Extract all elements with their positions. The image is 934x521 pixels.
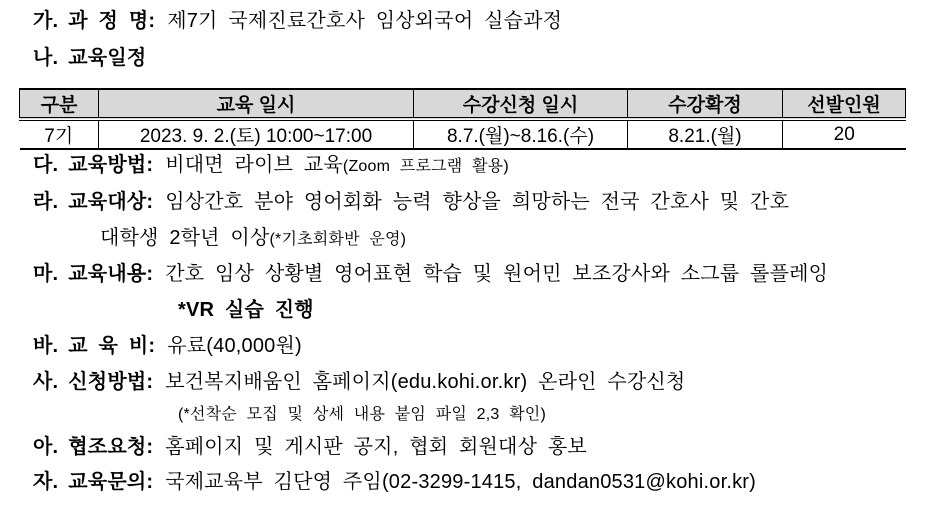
section-apply-method-note (178, 402, 546, 428)
section-title: 교 육 비: (68, 335, 156, 357)
section-label: 사. (33, 371, 59, 393)
section-title: 교육내용: (68, 263, 154, 285)
section-content: 국제교육부 김단영 주임(02-3299-1415, dandan0531@kohi.or.kr) (165, 471, 757, 493)
table-row (20, 119, 906, 149)
section-label: 아. (33, 436, 59, 458)
section-title: 교육방법: (68, 154, 154, 176)
cell-apply-datetime: 8.7.(월)~8.16.(수) (414, 119, 628, 149)
section-title: 교육대상: (68, 191, 154, 213)
section-title: 과 정 명: (68, 10, 156, 32)
section-title: 교육문의: (68, 471, 154, 493)
section-schedule-heading (33, 45, 158, 71)
cell-capacity: 20 (783, 119, 906, 149)
section-content: 대학생 2학년 이상 (100, 227, 270, 249)
section-label: 바. (33, 335, 59, 357)
section-contact (33, 469, 756, 495)
section-course-name (33, 8, 562, 34)
section-label: 가. (33, 10, 59, 32)
section-title: 신청방법: (68, 371, 154, 393)
section-content: 비대면 라이브 교육 (165, 154, 343, 176)
section-content-note: (*기초회화반 운영) (269, 231, 407, 248)
section-target-continuation (100, 225, 406, 253)
table-header-row (20, 89, 906, 119)
section-content: 간호 임상 상황별 영어표현 학습 및 원어민 보조강사와 소그룹 롤플레잉 (165, 263, 829, 285)
section-content: 제7기 국제진료간호사 임상외국어 실습과정 (167, 10, 563, 32)
section-label: 마. (33, 263, 59, 285)
section-content-desc (33, 261, 828, 287)
col-header-capacity: 선발인원 (783, 89, 906, 119)
cell-category: 7기 (20, 119, 99, 149)
section-content: 임상간호 분야 영어회화 능력 향상을 희망하는 전국 간호사 및 간호 (165, 191, 790, 213)
section-content: 보건복지배움인 홈페이지(edu.kohi.or.kr) 온라인 수강신청 (165, 371, 686, 393)
section-content-vr-note (178, 297, 314, 323)
section-content: *VR 실습 진행 (178, 299, 314, 321)
section-cooperation (33, 434, 587, 460)
col-header-confirm-date: 수강확정 (628, 89, 783, 119)
col-header-category: 구분 (20, 89, 99, 119)
section-content: 홈페이지 및 게시판 공지, 협회 회원대상 홍보 (165, 436, 587, 458)
section-label: 나. (33, 47, 59, 69)
section-content-note: (Zoom 프로그램 활용) (342, 158, 509, 175)
section-label: 자. (33, 471, 59, 493)
cell-edu-datetime: 2023. 9. 2.(토) 10:00~17:00 (99, 119, 414, 149)
section-fee (33, 333, 302, 359)
col-header-edu-datetime: 교육 일시 (99, 89, 414, 119)
schedule-table (19, 88, 906, 150)
cell-confirm-date: 8.21.(월) (628, 119, 783, 149)
section-title: 교육일정 (68, 47, 147, 69)
section-method (33, 152, 509, 180)
section-label: 다. (33, 154, 59, 176)
section-content: 유료(40,000원) (167, 335, 302, 357)
section-content: (*선착순 모집 및 상세 내용 붙임 파일 2,3 확인) (178, 406, 546, 423)
section-apply-method (33, 369, 685, 395)
section-label: 라. (33, 191, 59, 213)
section-title: 협조요청: (68, 436, 154, 458)
col-header-apply-datetime: 수강신청 일시 (414, 89, 628, 119)
section-target (33, 189, 789, 215)
